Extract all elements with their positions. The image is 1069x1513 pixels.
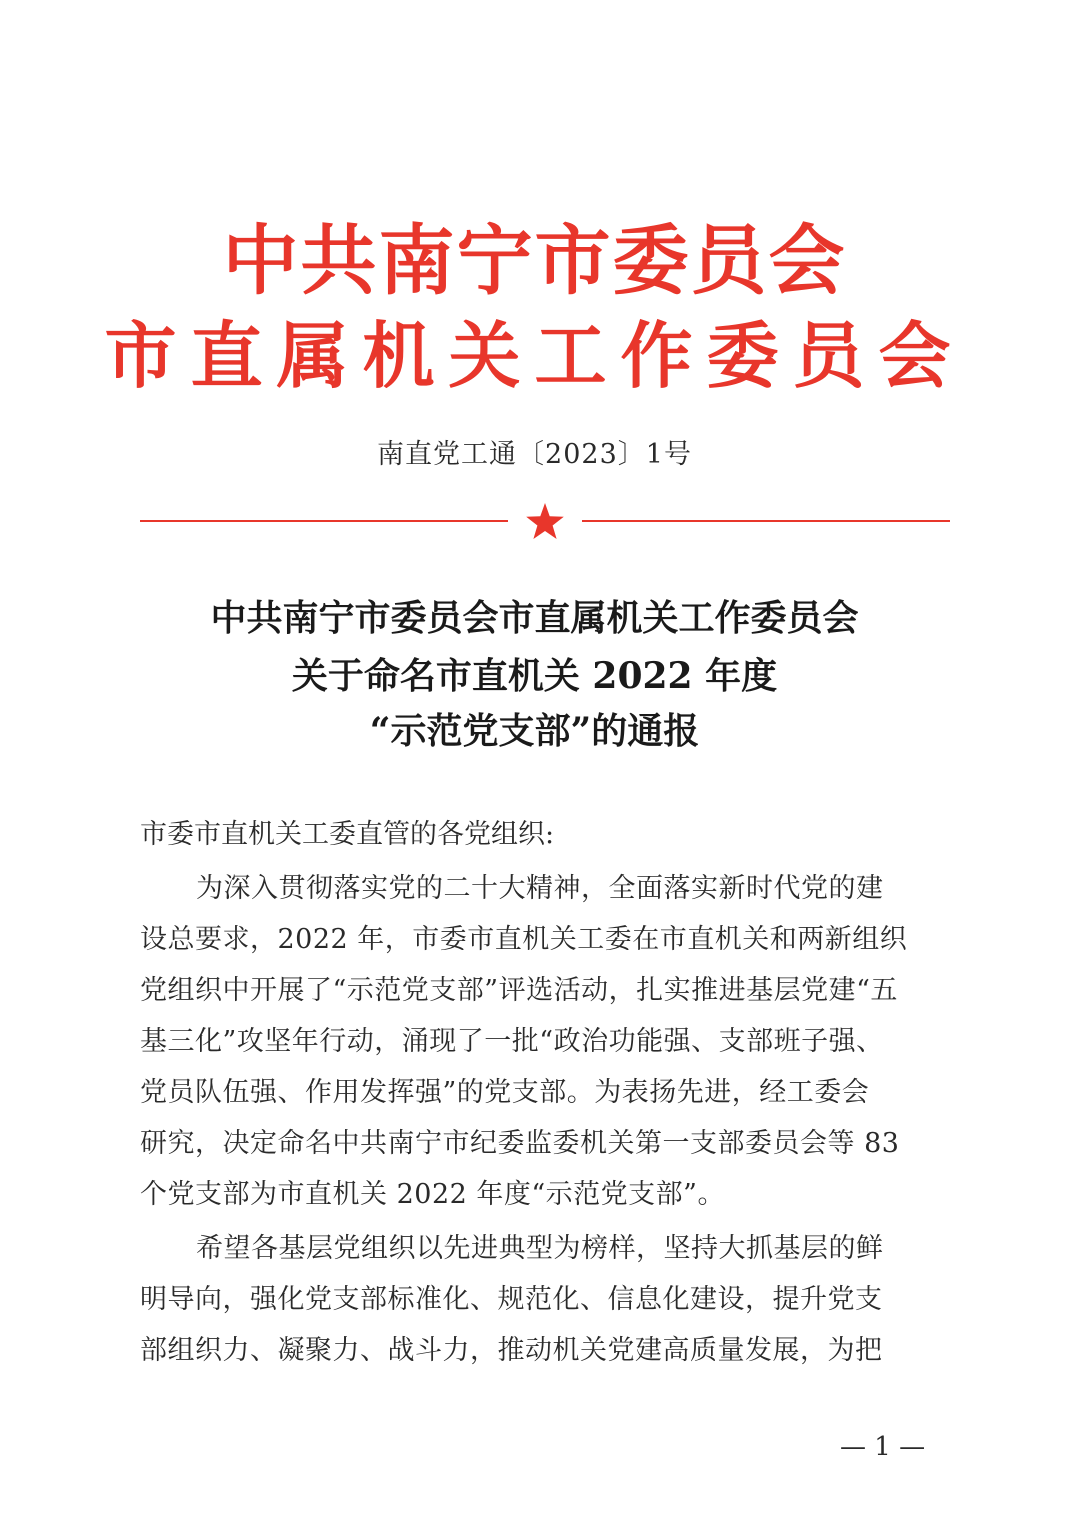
red-star-icon [525, 501, 565, 541]
body-line: 基三化”攻坚年行动，涌现了一批“政治功能强、支部班子强、 [140, 1026, 884, 1057]
body-line: 希望各基层党组织以先进典型为榜样，坚持大抓基层的鲜 [196, 1233, 884, 1264]
issuing-org-line-1: 中共南宁市委员会 [222, 216, 847, 305]
body-line: 党员队伍强、作用发挥强”的党支部。为表扬先进，经工委会 [140, 1077, 870, 1108]
issuing-org-line-2: 市直属机关工作委员会 [104, 314, 965, 398]
document-title-line-2: 关于命名市直机关 2022 年度 [291, 655, 778, 697]
document-title-line-1: 中共南宁市委员会市直属机关工作委员会 [210, 597, 859, 639]
body-line: 部组织力、凝聚力、战斗力，推动机关党建高质量发展，为把 [140, 1335, 883, 1366]
body-line: 明导向，强化党支部标准化、规范化、信息化建设，提升党支 [140, 1284, 883, 1315]
body-line: 党组织中开展了“示范党支部”评选活动，扎实推进基层党建“五 [140, 975, 898, 1006]
body-line: 个党支部为市直机关 2022 年度“示范党支部”。 [140, 1179, 725, 1210]
red-divider-right [582, 520, 950, 522]
body-line: 研究，决定命名中共南宁市纪委监委机关第一支部委员会等 83 [140, 1128, 900, 1159]
salutation: 市委市直机关工委直管的各党组织: [140, 819, 555, 850]
body-line: 设总要求，2022 年，市委市直机关工委在市直机关和两新组织 [140, 924, 908, 955]
red-divider-left [140, 520, 508, 522]
document-title-line-3: “示范党支部”的通报 [369, 710, 700, 752]
document-number: 南直党工通〔2023〕1号 [377, 439, 692, 470]
body-line: 为深入贯彻落实党的二十大精神，全面落实新时代党的建 [196, 873, 884, 904]
page-number: — 1 — [840, 1432, 926, 1462]
